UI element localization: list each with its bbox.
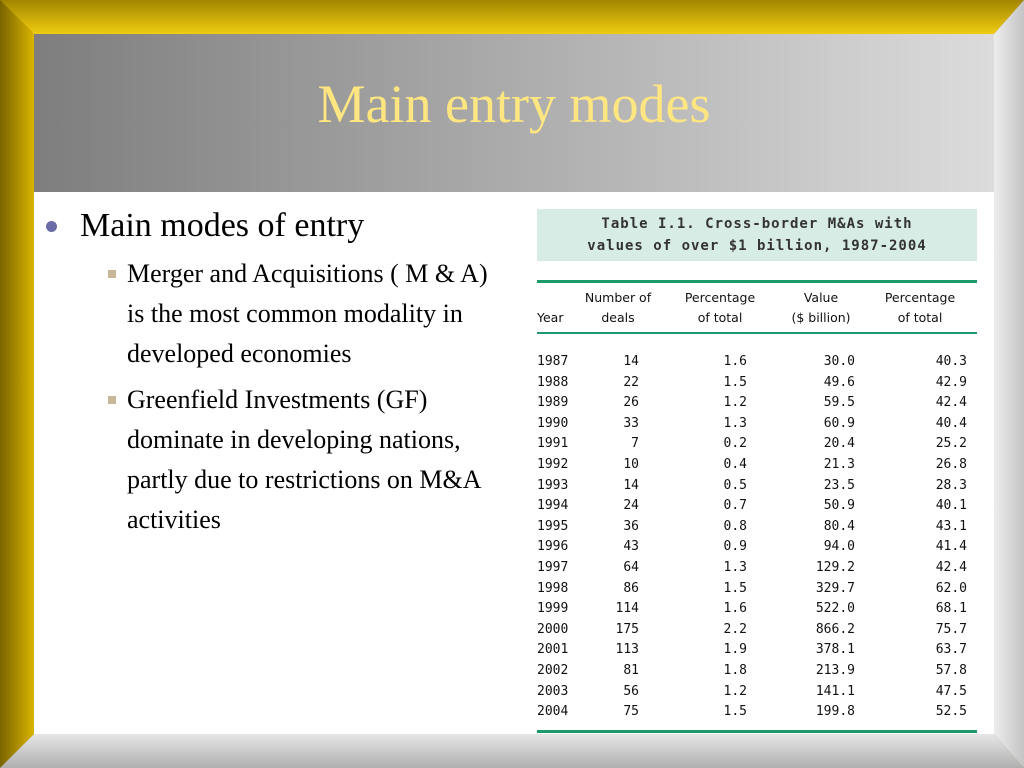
cell-year: 1991 bbox=[537, 436, 569, 452]
cell-pct-deals: 1.2 bbox=[723, 683, 747, 699]
table-row bbox=[537, 599, 977, 620]
table-row bbox=[537, 661, 977, 682]
header-value-line2: ($ billion) bbox=[791, 310, 851, 325]
cell-pct-deals: 1.6 bbox=[723, 601, 747, 617]
header-deals-line2: deals bbox=[601, 310, 635, 325]
cell-pct-value: 40.3 bbox=[935, 354, 967, 369]
cell-deals: 113 bbox=[615, 642, 639, 658]
header-pct-value bbox=[870, 288, 970, 328]
cell-deals: 14 bbox=[623, 477, 639, 493]
table-row bbox=[537, 558, 977, 579]
caption-line-2: values of over $1 billion, 1987-2004 bbox=[587, 238, 927, 254]
table-row bbox=[537, 393, 977, 414]
cell-pct-value: 42.4 bbox=[935, 395, 967, 411]
cell-pct-deals: 0.4 bbox=[723, 456, 747, 472]
header-pct-deals bbox=[670, 288, 770, 328]
cell-deals: 36 bbox=[623, 518, 639, 534]
cell-value: 199.8 bbox=[815, 704, 855, 720]
cell-year: 2002 bbox=[537, 662, 569, 678]
cell-deals: 175 bbox=[615, 621, 639, 637]
cell-year: 1996 bbox=[537, 539, 569, 555]
cell-pct-value: 25.2 bbox=[935, 436, 967, 452]
cell-deals: 43 bbox=[623, 539, 639, 555]
cell-year: 1992 bbox=[537, 456, 569, 472]
cell-value: 866.2 bbox=[815, 621, 855, 637]
cell-pct-value: 43.1 bbox=[935, 518, 967, 534]
cell-year: 1998 bbox=[537, 580, 569, 596]
cell-pct-deals: 0.5 bbox=[723, 477, 747, 493]
table-row bbox=[537, 579, 977, 600]
sub-bullet-1 bbox=[46, 254, 497, 374]
cell-pct-value: 40.4 bbox=[935, 415, 967, 431]
cell-value: 50.9 bbox=[823, 498, 855, 514]
bullet-main bbox=[46, 206, 526, 246]
table-row bbox=[537, 434, 977, 455]
cell-pct-value: 28.3 bbox=[935, 477, 967, 493]
cell-deals: 7 bbox=[631, 436, 639, 452]
table-row bbox=[537, 620, 977, 641]
cell-pct-deals: 1.3 bbox=[723, 415, 747, 431]
header-pct-value-line1: Percentage bbox=[884, 290, 956, 305]
table-body bbox=[537, 352, 977, 723]
cell-deals: 24 bbox=[623, 498, 639, 514]
header-deals bbox=[568, 288, 668, 328]
cell-pct-value: 62.0 bbox=[935, 580, 967, 596]
cell-pct-value: 47.5 bbox=[935, 683, 967, 699]
title-band bbox=[34, 34, 994, 192]
cell-pct-deals: 0.2 bbox=[723, 436, 747, 452]
cell-pct-value: 42.4 bbox=[935, 559, 967, 575]
cell-deals: 14 bbox=[623, 354, 639, 369]
cell-pct-deals: 1.5 bbox=[723, 374, 747, 390]
header-pct-deals-line1: Percentage bbox=[684, 290, 756, 305]
cell-pct-deals: 0.8 bbox=[723, 518, 747, 534]
header-pct-value-line2: of total bbox=[897, 310, 943, 325]
slide bbox=[34, 34, 994, 734]
cell-pct-deals: 1.6 bbox=[723, 354, 747, 369]
table-caption bbox=[537, 209, 977, 261]
cell-pct-deals: 1.2 bbox=[723, 395, 747, 411]
cell-year: 1995 bbox=[537, 518, 569, 534]
cell-value: 129.2 bbox=[815, 559, 855, 575]
table-row bbox=[537, 537, 977, 558]
header-year: Year bbox=[537, 310, 564, 325]
table-top-rule bbox=[537, 280, 977, 283]
table-row bbox=[537, 682, 977, 703]
sub-bullet-2 bbox=[46, 380, 497, 540]
cell-pct-deals: 0.7 bbox=[723, 498, 747, 514]
cell-year: 1994 bbox=[537, 498, 569, 514]
cell-value: 522.0 bbox=[815, 601, 855, 617]
cell-deals: 22 bbox=[623, 374, 639, 390]
table-row bbox=[537, 373, 977, 394]
cell-deals: 64 bbox=[623, 559, 639, 575]
cell-pct-deals: 1.5 bbox=[723, 580, 747, 596]
cell-pct-value: 68.1 bbox=[935, 601, 967, 617]
cell-pct-deals: 2.2 bbox=[723, 621, 747, 637]
cell-pct-deals: 1.8 bbox=[723, 662, 747, 678]
cell-value: 30.0 bbox=[823, 354, 855, 369]
cell-year: 2003 bbox=[537, 683, 569, 699]
cell-value: 60.9 bbox=[823, 415, 855, 431]
cell-pct-deals: 1.9 bbox=[723, 642, 747, 658]
cell-pct-value: 41.4 bbox=[935, 539, 967, 555]
table-row bbox=[537, 496, 977, 517]
sub-bullet-2-text: Greenfield Investments (GF) dominate in developing nations, partly due to restrictions on M&A activities bbox=[127, 385, 481, 534]
header-value bbox=[776, 288, 866, 328]
cell-value: 80.4 bbox=[823, 518, 855, 534]
cell-pct-deals: 0.9 bbox=[723, 539, 747, 555]
cell-value: 378.1 bbox=[815, 642, 855, 658]
slide-title: Main entry modes bbox=[317, 74, 711, 134]
cell-deals: 26 bbox=[623, 395, 639, 411]
ma-table bbox=[518, 192, 994, 734]
cell-value: 213.9 bbox=[815, 662, 855, 678]
cell-value: 49.6 bbox=[823, 374, 855, 390]
table-header-rule bbox=[537, 332, 977, 334]
table-row bbox=[537, 517, 977, 538]
header-pct-deals-line2: of total bbox=[697, 310, 743, 325]
caption-line-1: Table I.1. Cross-border M&As with bbox=[601, 216, 913, 232]
cell-pct-deals: 1.3 bbox=[723, 559, 747, 575]
cell-year: 2000 bbox=[537, 621, 569, 637]
cell-value: 21.3 bbox=[823, 456, 855, 472]
cell-year: 1989 bbox=[537, 395, 569, 411]
cell-value: 59.5 bbox=[823, 395, 855, 411]
cell-year: 1999 bbox=[537, 601, 569, 617]
cell-deals: 114 bbox=[615, 601, 639, 617]
cell-value: 23.5 bbox=[823, 477, 855, 493]
table-row bbox=[537, 414, 977, 435]
cell-pct-deals: 1.5 bbox=[723, 704, 747, 720]
cell-pct-value: 63.7 bbox=[935, 642, 967, 658]
bullet-dot-icon bbox=[46, 221, 57, 232]
header-value-line1: Value bbox=[803, 290, 839, 305]
cell-deals: 10 bbox=[623, 456, 639, 472]
bullet-list bbox=[46, 206, 526, 540]
cell-pct-value: 42.9 bbox=[935, 374, 967, 390]
cell-year: 1990 bbox=[537, 415, 569, 431]
cell-year: 1993 bbox=[537, 477, 569, 493]
cell-year: 2001 bbox=[537, 642, 569, 658]
bullet-main-text: Main modes of entry bbox=[80, 207, 365, 244]
cell-pct-value: 26.8 bbox=[935, 456, 967, 472]
cell-deals: 86 bbox=[623, 580, 639, 596]
table-row bbox=[537, 455, 977, 476]
cell-pct-value: 57.8 bbox=[935, 662, 967, 678]
cell-deals: 81 bbox=[623, 662, 639, 678]
table-row bbox=[537, 352, 977, 373]
cell-value: 141.1 bbox=[815, 683, 855, 699]
cell-deals: 75 bbox=[623, 704, 639, 720]
cell-value: 94.0 bbox=[823, 539, 855, 555]
table-bottom-rule bbox=[537, 730, 977, 733]
cell-value: 20.4 bbox=[823, 436, 855, 452]
cell-pct-value: 52.5 bbox=[935, 704, 967, 720]
square-bullet-icon bbox=[108, 396, 116, 404]
cell-year: 1987 bbox=[537, 354, 569, 369]
cell-pct-value: 75.7 bbox=[935, 621, 967, 637]
cell-year: 1997 bbox=[537, 559, 569, 575]
table-row bbox=[537, 476, 977, 497]
cell-year: 1988 bbox=[537, 374, 569, 390]
table-row bbox=[537, 640, 977, 661]
cell-value: 329.7 bbox=[815, 580, 855, 596]
cell-deals: 33 bbox=[623, 415, 639, 431]
cell-deals: 56 bbox=[623, 683, 639, 699]
header-deals-line1: Number of bbox=[584, 290, 652, 305]
table-row bbox=[537, 702, 977, 723]
sub-bullet-1-text: Merger and Acquisitions ( M & A) is the most common modality in developed economies bbox=[127, 259, 488, 368]
square-bullet-icon bbox=[108, 270, 116, 278]
cell-pct-value: 40.1 bbox=[935, 498, 967, 514]
cell-year: 2004 bbox=[537, 704, 569, 720]
